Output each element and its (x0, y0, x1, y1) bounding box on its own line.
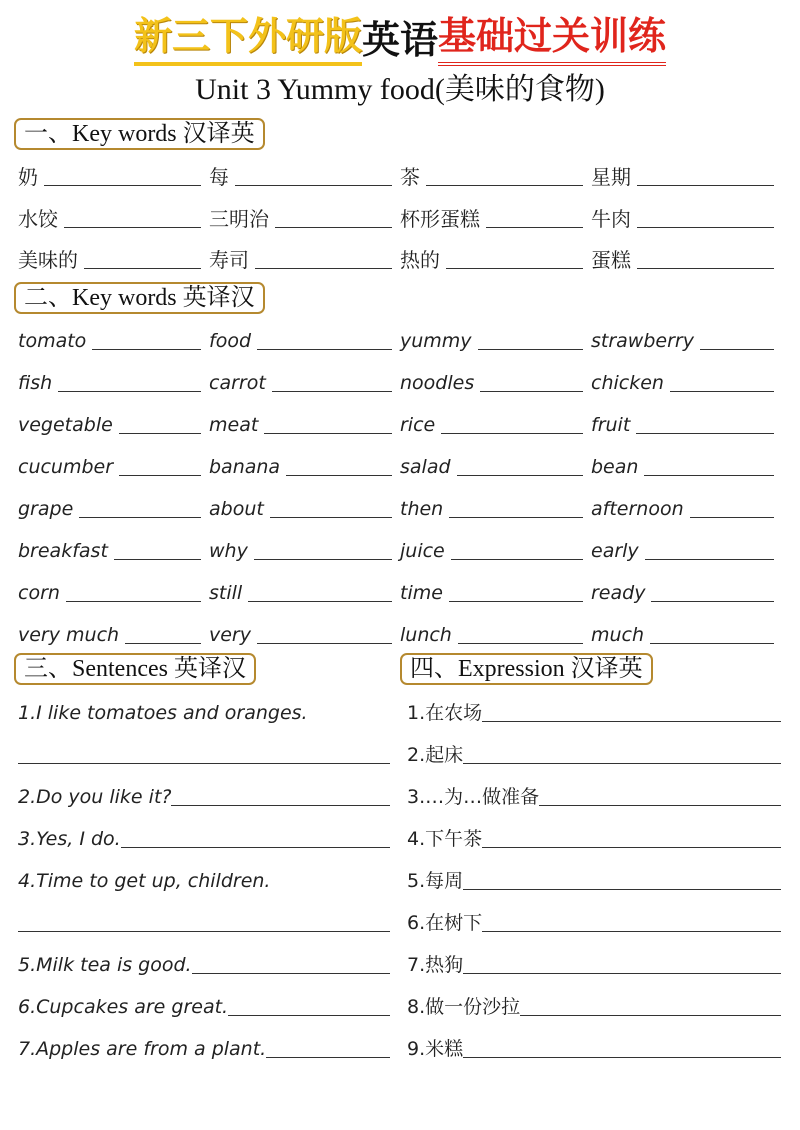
expression-text: 4.下午茶 (407, 828, 483, 850)
answer-blank[interactable] (690, 495, 774, 518)
word-item (400, 524, 591, 564)
answer-blank[interactable] (254, 537, 392, 560)
word-label: fruit (591, 414, 631, 436)
answer-blank[interactable] (463, 741, 781, 764)
word-row (18, 608, 782, 648)
answer-blank[interactable] (270, 495, 392, 518)
answer-blank[interactable] (463, 951, 781, 974)
word-label: 三明治 (209, 206, 269, 231)
word-row (18, 192, 782, 232)
word-item (18, 150, 209, 190)
answer-blank[interactable] (286, 453, 392, 476)
word-item (209, 150, 400, 190)
answer-blank[interactable] (451, 537, 583, 560)
word-item (209, 524, 400, 564)
answer-blank[interactable] (119, 453, 201, 476)
answer-blank[interactable] (257, 327, 392, 350)
sentence-text: 4.Time to get up, children. (18, 870, 271, 892)
section-3-sentences (18, 684, 390, 1062)
word-row (18, 398, 782, 438)
word-item (591, 482, 782, 522)
word-item (18, 482, 209, 522)
page-title (0, 10, 800, 66)
word-item (18, 356, 209, 396)
word-row (18, 150, 782, 190)
answer-blank[interactable] (636, 411, 774, 434)
expression-text: 7.热狗 (407, 954, 464, 976)
word-label: vegetable (18, 414, 113, 436)
word-label: banana (209, 456, 281, 478)
answer-blank[interactable] (539, 783, 781, 806)
word-row (18, 356, 782, 396)
word-label: yummy (400, 330, 472, 352)
word-item (591, 314, 782, 354)
answer-blank[interactable] (449, 579, 583, 602)
word-label: cucumber (18, 456, 114, 478)
word-item (18, 192, 209, 232)
word-item (400, 356, 591, 396)
expression-item (407, 684, 781, 726)
answer-blank[interactable] (92, 327, 201, 350)
word-item (209, 398, 400, 438)
word-item (400, 314, 591, 354)
expression-item (407, 852, 781, 894)
sentence-item (18, 852, 390, 894)
word-item (209, 482, 400, 522)
sentence-text: 5.Milk tea is good. (18, 954, 192, 976)
word-item (400, 398, 591, 438)
answer-blank[interactable] (478, 327, 583, 350)
answer-blank[interactable] (645, 537, 774, 560)
word-label: juice (400, 540, 445, 562)
expression-item (407, 768, 781, 810)
word-label: 每 (209, 165, 229, 189)
word-label: 寿司 (209, 248, 249, 272)
word-label: why (209, 540, 248, 562)
word-item (18, 566, 209, 606)
answer-line-row (18, 894, 390, 936)
expression-item (407, 936, 781, 978)
answer-blank[interactable] (449, 495, 583, 518)
sentence-text: 7.Apples are from a plant. (18, 1038, 267, 1060)
word-item (400, 192, 591, 232)
answer-blank[interactable] (18, 741, 390, 764)
word-row (18, 233, 782, 273)
answer-blank[interactable] (457, 453, 583, 476)
expression-text: 6.在树下 (407, 912, 483, 934)
word-label: 茶 (400, 165, 420, 189)
word-label: 水饺 (18, 206, 58, 231)
expression-text: 3.…为…做准备 (407, 786, 540, 808)
answer-blank[interactable] (637, 163, 774, 186)
answer-blank[interactable] (264, 411, 392, 434)
expression-text: 9.米糕 (407, 1038, 464, 1060)
section-4-heading: 四、Expression 汉译英 (400, 653, 653, 685)
word-row (18, 314, 782, 354)
expression-item (407, 1020, 781, 1062)
word-item (209, 233, 400, 273)
answer-blank[interactable] (463, 1035, 781, 1058)
word-item (209, 192, 400, 232)
word-label: carrot (209, 372, 266, 394)
word-label: 蛋糕 (591, 248, 631, 272)
answer-blank[interactable] (650, 621, 774, 644)
word-label: 热的 (400, 248, 440, 272)
word-label: afternoon (591, 498, 684, 520)
word-label: grape (18, 498, 74, 520)
section-3-heading: 三、Sentences 英译汉 (14, 653, 256, 685)
word-label: salad (400, 456, 451, 478)
word-label: still (209, 582, 243, 604)
answer-line-row (18, 726, 390, 768)
answer-blank[interactable] (235, 163, 392, 186)
expression-text: 2.起床 (407, 744, 464, 766)
word-item (18, 314, 209, 354)
word-label: rice (400, 414, 436, 436)
answer-blank[interactable] (486, 205, 583, 228)
word-label: then (400, 498, 444, 520)
answer-blank[interactable] (228, 993, 390, 1016)
answer-blank[interactable] (446, 246, 583, 269)
sentence-text: 3.Yes, I do. (18, 828, 121, 850)
answer-blank[interactable] (84, 246, 201, 269)
section-4-expressions (407, 684, 781, 1062)
expression-item (407, 810, 781, 852)
answer-blank[interactable] (266, 1035, 390, 1058)
word-label: early (591, 540, 639, 562)
sentence-item (18, 810, 390, 852)
answer-blank[interactable] (257, 621, 392, 644)
answer-blank[interactable] (637, 205, 774, 228)
word-label: 杯形蛋糕 (400, 206, 480, 231)
answer-blank[interactable] (79, 495, 201, 518)
expression-item (407, 726, 781, 768)
word-label: chicken (591, 372, 664, 394)
word-label: lunch (400, 624, 452, 646)
section-1-heading: 一、Key words 汉译英 (14, 118, 265, 150)
word-item (400, 233, 591, 273)
answer-blank[interactable] (64, 205, 201, 228)
sentence-item (18, 1020, 390, 1062)
word-item (18, 398, 209, 438)
title-part-3: 基础过关训练 (438, 12, 666, 66)
word-item (591, 192, 782, 232)
answer-blank[interactable] (44, 163, 201, 186)
word-label: bean (591, 456, 639, 478)
answer-blank[interactable] (670, 369, 774, 392)
word-label: about (209, 498, 264, 520)
answer-blank[interactable] (114, 537, 201, 560)
word-label: tomato (18, 330, 87, 352)
word-label: fish (18, 372, 53, 394)
word-item (591, 608, 782, 648)
sentence-text: 1.I like tomatoes and oranges. (18, 702, 308, 724)
word-item (209, 356, 400, 396)
answer-blank[interactable] (119, 411, 201, 434)
answer-blank[interactable] (441, 411, 583, 434)
word-label: time (400, 582, 443, 604)
sentence-item (18, 684, 390, 726)
answer-blank[interactable] (58, 369, 201, 392)
word-item (18, 524, 209, 564)
section-2-heading: 二、Key words 英译汉 (14, 282, 265, 314)
expression-text: 8.做一份沙拉 (407, 996, 521, 1018)
word-label: very (209, 624, 251, 646)
word-label: much (591, 624, 645, 646)
word-item (400, 150, 591, 190)
word-row (18, 482, 782, 522)
sentence-text: 6.Cupcakes are great. (18, 996, 229, 1018)
word-row (18, 440, 782, 480)
word-label: meat (209, 414, 259, 436)
answer-blank[interactable] (255, 246, 392, 269)
answer-blank[interactable] (463, 867, 781, 890)
expression-text: 5.每周 (407, 870, 464, 892)
sentence-item (18, 936, 390, 978)
word-label: strawberry (591, 330, 694, 352)
word-label: noodles (400, 372, 475, 394)
answer-blank[interactable] (651, 579, 774, 602)
word-item (591, 524, 782, 564)
answer-blank[interactable] (426, 163, 583, 186)
word-row (18, 566, 782, 606)
word-item (400, 566, 591, 606)
word-item (18, 608, 209, 648)
answer-blank[interactable] (18, 909, 390, 932)
answer-blank[interactable] (637, 246, 774, 269)
word-item (400, 608, 591, 648)
word-label: food (209, 330, 251, 352)
word-label: breakfast (18, 540, 108, 562)
word-item (591, 440, 782, 480)
answer-blank[interactable] (482, 909, 781, 932)
expression-text: 1.在农场 (407, 702, 483, 724)
answer-blank[interactable] (482, 699, 781, 722)
word-item (591, 566, 782, 606)
word-item (591, 233, 782, 273)
word-item (400, 440, 591, 480)
word-item (18, 233, 209, 273)
word-item (209, 314, 400, 354)
word-label: ready (591, 582, 646, 604)
answer-blank[interactable] (700, 327, 774, 350)
answer-blank[interactable] (171, 783, 390, 806)
answer-blank[interactable] (458, 621, 583, 644)
answer-blank[interactable] (520, 993, 781, 1016)
sentence-text: 2.Do you like it? (18, 786, 172, 808)
answer-blank[interactable] (644, 453, 774, 476)
sentence-item (18, 978, 390, 1020)
word-label: 牛肉 (591, 206, 631, 231)
answer-blank[interactable] (480, 369, 583, 392)
expression-item (407, 978, 781, 1020)
word-label: very much (18, 624, 120, 646)
answer-blank[interactable] (66, 579, 201, 602)
word-item (591, 150, 782, 190)
word-label: 奶 (18, 165, 38, 189)
unit-subtitle: Unit 3 Yummy food(美味的食物) (195, 73, 605, 106)
expression-item (407, 894, 781, 936)
answer-blank[interactable] (121, 825, 390, 848)
answer-blank[interactable] (248, 579, 392, 602)
answer-blank[interactable] (125, 621, 201, 644)
word-row (18, 524, 782, 564)
answer-blank[interactable] (272, 369, 392, 392)
word-item (591, 356, 782, 396)
word-item (400, 482, 591, 522)
word-item (209, 608, 400, 648)
answer-blank[interactable] (482, 825, 781, 848)
answer-blank[interactable] (275, 205, 392, 228)
sentence-item (18, 768, 390, 810)
word-label: 美味的 (18, 248, 78, 272)
word-label: corn (18, 582, 60, 604)
word-item (18, 440, 209, 480)
word-item (591, 398, 782, 438)
word-item (209, 440, 400, 480)
word-label: 星期 (591, 165, 631, 189)
answer-blank[interactable] (192, 951, 390, 974)
title-part-2: 英语 (361, 17, 438, 62)
word-item (209, 566, 400, 606)
title-part-1: 新三下外研版 (134, 12, 362, 66)
